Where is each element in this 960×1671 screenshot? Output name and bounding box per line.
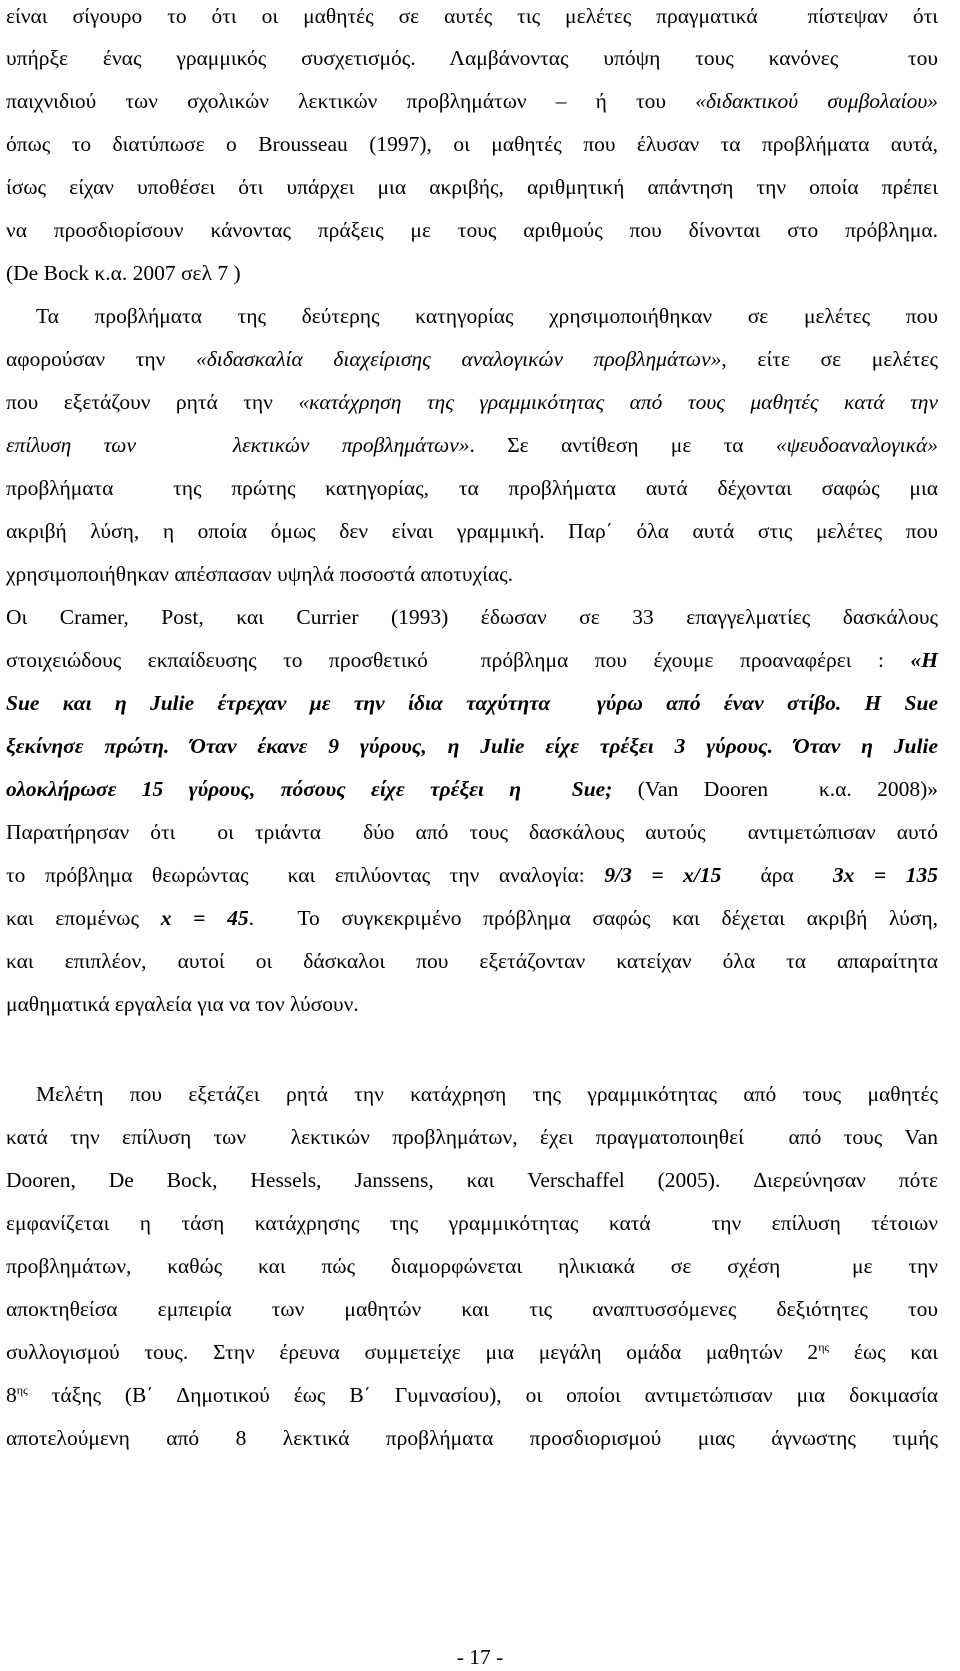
text-line: παιχνιδιού των σχολικών λεκτικών προβλημάτων – ή του «διδακτικού συμβολαίου»	[6, 89, 938, 113]
text-line: $8^{\eta\varsigma}$ τάξης (Β΄ Δημοτικού έως Β΄ Γυμνασίου), οι οποίοι αντιμετώπισαν μια δοκιμασία	[6, 1383, 938, 1407]
text-line: όπως το διατύπωσε ο Brousseau (1997), οι μαθητές που έλυσαν τα προβλήματα αυτά,	[6, 132, 938, 156]
text-line: να προσδιορίσουν κάνοντας πράξεις με τους αριθμούς που δίνονται στο πρόβλημα.	[6, 218, 938, 242]
text-line: προβλήματα της πρώτης κατηγορίας, τα προβλήματα αυτά δέχονται σαφώς μια	[6, 476, 938, 500]
text-line: Οι Cramer, Post, και Currier (1993) έδωσαν σε 33 επαγγελματίες δασκάλους	[6, 605, 938, 629]
text-line: Παρατήρησαν ότι οι τριάντα δύο από τους δασκάλους αυτούς αντιμετώπισαν αυτό	[6, 820, 938, 844]
text-line: συλλογισμού τους. Στην έρευνα συμμετείχε μια μεγάλη ομάδα μαθητών $2^{\eta\varsigma}$ έως και	[6, 1340, 938, 1364]
text-line: (De Bock κ.α. 2007 σελ 7 )	[6, 261, 241, 285]
text-line: Sue και η Julie έτρεχαν με την ίδια ταχύτητα γύρω από έναν στίβο. Η Sue	[6, 691, 938, 715]
text-line: ολοκλήρωσε 15 γύρους, πόσους είχε τρέξει η Sue; (Van Dooren κ.α. 2008)»	[6, 777, 938, 801]
text-line: που εξετάζουν ρητά την «κατάχρηση της γραμμικότητας από τους μαθητές κατά την	[6, 390, 938, 414]
text-line: κατά την επίλυση των λεκτικών προβλημάτων, έχει πραγματοποιηθεί από τους Van	[6, 1125, 938, 1149]
text-line: ίσως είχαν υποθέσει ότι υπάρχει μια ακριβής, αριθμητική απάντηση την οποία πρέπει	[6, 175, 938, 199]
text-line: Τα προβλήματα της δεύτερης κατηγορίας χρησιμοποιήθηκαν σε μελέτες που	[36, 304, 938, 328]
text-line: στοιχειώδους εκπαίδευσης το προσθετικό πρόβλημα που έχουμε προαναφέρει : «Η	[6, 648, 938, 672]
text-line: και επομένως x = 45. Το συγκεκριμένο πρόβλημα σαφώς και δέχεται ακριβή λύση,	[6, 906, 938, 930]
text-line: χρησιμοποιήθηκαν απέσπασαν υψηλά ποσοστά αποτυχίας.	[6, 562, 514, 586]
text-line: και επιπλέον, αυτοί οι δάσκαλοι που εξετάζονταν κατείχαν όλα τα απαραίτητα	[6, 949, 938, 973]
text-line: Μελέτη που εξετάζει ρητά την κατάχρηση της γραμμικότητας από τους μαθητές	[36, 1082, 938, 1106]
text-line: αποκτηθείσα εμπειρία των μαθητών και τις αναπτυσσόμενες δεξιότητες του	[6, 1297, 938, 1321]
text-line: αποτελούμενη από 8 λεκτικά προβλήματα προσδιορισμού μιας άγνωστης τιμής	[6, 1426, 938, 1450]
text-line: το πρόβλημα θεωρώντας και επιλύοντας την αναλογία: 9/3 = x/15 άρα 3x = 135	[6, 863, 938, 887]
text-line: Dooren, De Bock, Hessels, Janssens, και Verschaffel (2005). Διερεύνησαν πότε	[6, 1168, 938, 1192]
text-line: ακριβή λύση, η οποία όμως δεν είναι γραμμική. Παρ΄ όλα αυτά στις μελέτες που	[6, 519, 938, 543]
text-line: αφορούσαν την «διδασκαλία διαχείρισης αναλογικών προβλημάτων», είτε σε μελέτες	[6, 347, 939, 371]
text-line: υπήρξε ένας γραμμικός συσχετισμός. Λαμβάνοντας υπόψη τους κανόνες του	[6, 46, 938, 70]
text-line: προβλημάτων, καθώς και πώς διαμορφώνεται ηλικιακά σε σχέση με την	[6, 1254, 938, 1278]
text-line: είναι σίγουρο το ότι οι μαθητές σε αυτές τις μελέτες πραγματικά πίστεψαν ότι	[6, 4, 938, 28]
text-line: ξεκίνησε πρώτη. Όταν έκανε 9 γύρους, η Julie είχε τρέξει 3 γύρους. Όταν η Julie	[6, 734, 938, 758]
text-line: εμφανίζεται η τάση κατάχρησης της γραμμικότητας κατά την επίλυση τέτοιων	[6, 1211, 938, 1235]
text-line: μαθηματικά εργαλεία για να τον λύσουν.	[6, 992, 359, 1016]
page-number: - 17 -	[456, 1645, 504, 1669]
text-line: επίλυση των λεκτικών προβλημάτων». Σε αντίθεση με τα «ψευδοαναλογικά»	[6, 433, 938, 457]
